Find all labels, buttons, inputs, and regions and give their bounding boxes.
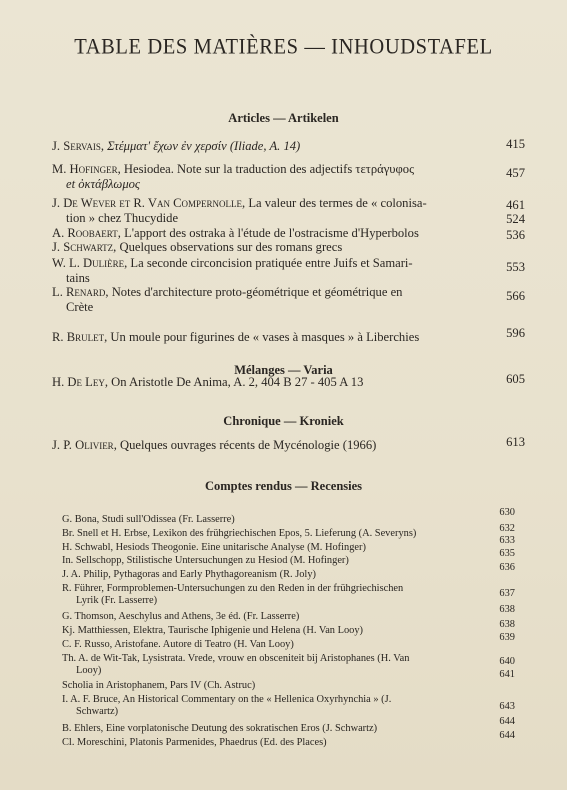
review-entry [62, 694, 515, 718]
review-text: J. A. Philip, Pythagoras and Early Phythagoreanism (R. Joly) [62, 569, 316, 580]
article-entry [52, 326, 525, 345]
author: L. Renard, [52, 285, 109, 299]
page-number: 605 [506, 372, 525, 386]
author: M. Hofinger, [52, 162, 121, 176]
review-text: B. Ehlers, Eine vorplatonische Deutung des sokratischen Eros (J. Schwartz) [62, 723, 378, 734]
review-text: Th. A. de Wit-Tak, Lysistrata. Vrede, vrouw en obsceniteit bij Aristophanes (H. Van [62, 653, 410, 664]
entry-title: Στέμματ' ἔχων ἐν χερσίν (Iliade, A. 14) [107, 139, 301, 153]
page-number: 630 [499, 507, 515, 518]
melanges-entry [52, 372, 525, 390]
entry-title: Un moule pour figurines de « vases à masques » à Liberchies [110, 330, 420, 344]
page-number: 636 [499, 562, 515, 573]
review-text-cont: Schwartz) [76, 706, 119, 717]
page-number: 536 [506, 228, 525, 242]
review-text: G. Thomson, Aeschylus and Athens, 3e éd. (Fr. Lasserre) [62, 611, 300, 622]
page-number: 566 [506, 289, 525, 303]
review-entry [62, 730, 515, 749]
review-entry [62, 548, 515, 567]
page-number: 644 [499, 716, 515, 727]
page-number: 635 [499, 548, 515, 559]
author: A. Roobaert, [52, 226, 121, 240]
review-text: Cl. Moreschini, Platonis Parmenides, Phaedrus (Ed. des Places) [62, 737, 327, 748]
author: W. L. Dulière, [52, 256, 128, 270]
page-number: 632 [499, 523, 515, 534]
review-text: R. Führer, Formproblemen-Untersuchungen zu den Reden in der frühgriechischen [62, 583, 404, 594]
entry-title: La valeur des termes de « colonisa- [248, 196, 427, 210]
review-text-cont: Looy) [76, 665, 102, 676]
review-entry [62, 632, 515, 651]
page-number: 415 [506, 137, 525, 151]
author: J. Schwartz, [52, 240, 117, 254]
section-heading-melanges: Mélanges — Varia [234, 363, 333, 377]
page-number: 638 [499, 619, 515, 630]
entry-title: L'apport des ostraka à l'étude de l'ostracisme d'Hyperbolos [124, 226, 419, 240]
article-entry [52, 285, 525, 315]
page-number: 457 [506, 166, 525, 180]
review-text: G. Bona, Studi sull'Odissea (Fr. Lasserre) [62, 514, 235, 525]
page-number: 633 [499, 535, 515, 546]
page-number: 613 [506, 435, 525, 449]
author: J. De Wever et R. Van Compernolle, [52, 196, 246, 210]
article-entry [52, 162, 525, 192]
author: J. P. Olivier, [52, 438, 117, 452]
page-number: 596 [506, 326, 525, 340]
entry-title: Quelques observations sur des romans grecs [119, 240, 343, 254]
review-text: In. Sellschopp, Stilistische Untersuchungen zu Hesiod (M. Hofinger) [62, 555, 349, 566]
review-entry [62, 604, 515, 623]
section-heading-articles: Articles — Artikelen [228, 111, 339, 125]
review-entry [62, 619, 515, 637]
entry-title-cont: tains [66, 271, 90, 285]
page-number: 553 [506, 260, 525, 274]
review-text: I. A. F. Bruce, An Historical Commentary on the « Hellenica Oxyrhynchia » (J. [62, 694, 392, 705]
page-number: 639 [499, 632, 515, 643]
article-entry [52, 137, 525, 154]
article-entry [52, 256, 525, 286]
page-number: 638 [499, 604, 515, 615]
page-number: 637 [499, 588, 515, 599]
entry-title-cont: tion » chez Thucydide [66, 211, 179, 225]
entry-title: Hesiodea. Note sur la traduction des adjectifs τετράγυφος [123, 162, 415, 176]
entry-title: Notes d'architecture proto-géométrique et géométrique en [111, 285, 403, 299]
review-entry [62, 507, 515, 526]
chronique-entry [52, 435, 525, 453]
review-entry [62, 716, 515, 735]
review-text: H. Schwabl, Hesiods Theogonie. Eine unitarische Analyse (M. Hofinger) [62, 542, 366, 553]
review-entry [62, 562, 515, 581]
entry-title: La seconde circoncision pratiquée entre Juifs et Samari- [130, 256, 413, 270]
review-entry [62, 523, 515, 540]
review-text: Br. Snell et H. Erbse, Lexikon des frühgriechischen Epos, 5. Lieferung (A. Severyns) [62, 528, 417, 539]
page-title: TABLE DES MATIÈRES — INHOUDSTAFEL [74, 35, 493, 59]
review-text: C. F. Russo, Aristofane. Autore di Teatro (H. Van Looy) [62, 639, 294, 650]
author: R. Brulet, [52, 330, 108, 344]
page-number: 641 [499, 669, 515, 680]
author: J. Servais, [52, 139, 104, 153]
section-heading-comptes: Comptes rendus — Recensies [204, 479, 363, 493]
review-entry [62, 583, 515, 607]
section-heading-chronique: Chronique — Kroniek [223, 414, 344, 428]
entry-title: On Aristotle De Anima, A. 2, 404 B 27 - 405 A 13 [111, 375, 364, 389]
entry-title-cont: Crète [66, 300, 94, 314]
page-number: 461 [506, 198, 525, 212]
review-text: Scholia in Aristophanem, Pars IV (Ch. Astruc) [62, 680, 256, 691]
author: H. De Ley, [52, 375, 108, 389]
review-text-cont: Lyrik (Fr. Lasserre) [76, 595, 158, 606]
page-number: 644 [499, 730, 515, 741]
page-number: 640 [499, 656, 515, 667]
page-number: 643 [499, 701, 515, 712]
entry-title: Quelques ouvrages récents de Mycénologie (1966) [120, 438, 377, 452]
review-text: Kj. Matthiessen, Elektra, Taurische Iphigenie und Helena (H. Van Looy) [62, 625, 363, 636]
entry-title-cont: et ὀκτάβλωμος [66, 177, 141, 191]
page-number: 524 [506, 212, 525, 226]
